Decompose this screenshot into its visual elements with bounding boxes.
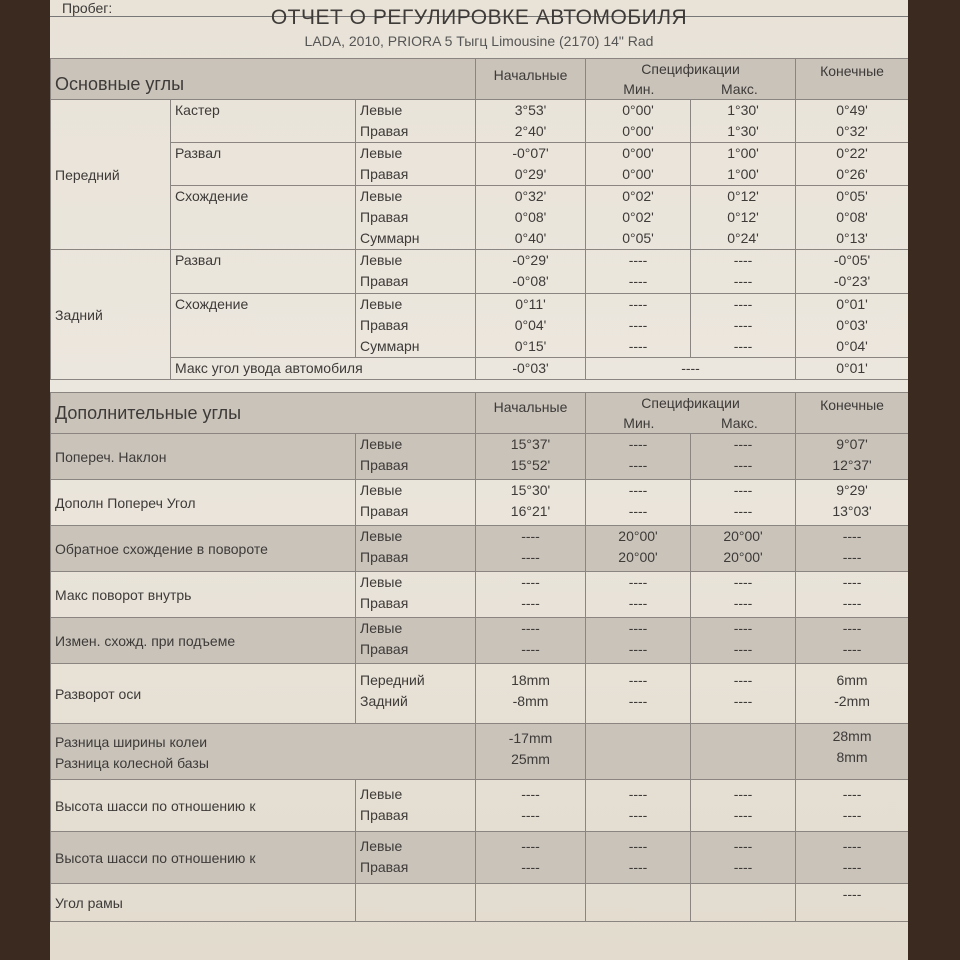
- thrust-angle-initial: -0°03': [476, 358, 586, 380]
- front-toe-final: 0°05' 0°08' 0°13': [796, 186, 908, 250]
- kpi-label: Попереч. Наклон: [51, 434, 356, 480]
- thrust-angle-final: 0°01': [796, 358, 908, 380]
- extra-min-label: Мин.: [623, 415, 655, 431]
- caster-label: Кастер: [171, 100, 356, 143]
- included-angle-label: Дополн Попереч Угол: [51, 480, 356, 526]
- rear-camber-sides: Левые Правая: [356, 250, 476, 294]
- table-row: Высота шасси по отношению к Левые Правая ---- ---- ---- ---- ---- ---- ---- ----: [51, 832, 909, 884]
- table-row: [51, 884, 909, 922]
- front-toe-label: Схождение: [171, 186, 356, 250]
- rear-toe-min: ---- ---- ----: [586, 294, 691, 358]
- table-row: Измен. схожд. при подъеме Левые Правая ---- ---- ---- ---- ---- ---- ---- ----: [51, 618, 909, 664]
- main-angles-table: [50, 58, 908, 380]
- min-label: Мин.: [623, 81, 655, 97]
- table-row: Высота шасси по отношению к Левые Правая ---- ---- ---- ---- ---- ---- ---- ----: [51, 780, 909, 832]
- extra-col-initial-header: Начальные: [476, 393, 586, 434]
- extra-angles-table: [50, 392, 908, 922]
- rear-toe-max: ---- ---- ----: [691, 294, 796, 358]
- front-camber-initial: -0°07' 0°29': [476, 143, 586, 186]
- page-title: ОТЧЕТ О РЕГУЛИРОВКЕ АВТОМОБИЛЯ: [270, 6, 688, 29]
- spec-label: Спецификации: [641, 61, 740, 77]
- frame-angle-label: Угол рамы: [51, 884, 356, 922]
- toe-change-label: Измен. схожд. при подъеме: [51, 618, 356, 664]
- thrust-angle-label: Макс угол увода автомобиля: [171, 358, 476, 380]
- extra-col-spec-header: [586, 393, 796, 434]
- col-spec-header: [586, 59, 796, 100]
- caster-sides: Левые Правая: [356, 100, 476, 143]
- rear-camber-final: -0°05' -0°23': [796, 250, 908, 294]
- rear-camber-max: ---- ----: [691, 250, 796, 294]
- extra-col-final-header: Конечные: [796, 393, 908, 434]
- extra-section-title: Дополнительные углы: [55, 402, 242, 423]
- front-toe-initial: 0°32' 0°08' 0°40': [476, 186, 586, 250]
- thrust-angle-spec: ----: [586, 358, 796, 380]
- rear-toe-final: 0°01' 0°03' 0°04': [796, 294, 908, 358]
- caster-final: 0°49' 0°32': [796, 100, 908, 143]
- max-label: Макс.: [720, 81, 758, 97]
- main-section-title: Основные углы: [55, 74, 185, 94]
- col-final-header: Конечные: [796, 59, 908, 100]
- front-axle-label: Передний: [51, 100, 171, 250]
- ride-height-label-1: Высота шасси по отношению к: [51, 780, 356, 832]
- caster-max: 1°30' 1°30': [691, 100, 796, 143]
- caster-initial: 3°53' 2°40': [476, 100, 586, 143]
- front-camber-sides: Левые Правая: [356, 143, 476, 186]
- rear-toe-initial: 0°11' 0°04' 0°15': [476, 294, 586, 358]
- col-initial-header: Начальные: [476, 59, 586, 100]
- extra-spec-label: Спецификации: [641, 395, 740, 411]
- rear-camber-initial: -0°29' -0°08': [476, 250, 586, 294]
- front-camber-label: Развал: [171, 143, 356, 186]
- frame-angle-final: ----: [796, 884, 908, 922]
- rear-axle-label: Задний: [51, 250, 171, 380]
- axle-offset-label: Разворот оси: [51, 664, 356, 724]
- rear-camber-min: ---- ----: [586, 250, 691, 294]
- table-row: Попереч. Наклон Левые Правая 15°37' 15°52' ---- ---- ---- ---- 9°07' 12°37': [51, 434, 909, 480]
- front-camber-final: 0°22' 0°26': [796, 143, 908, 186]
- front-toe-min: 0°02' 0°02' 0°05': [586, 186, 691, 250]
- track-wheelbase-labels: Разница ширины колеи Разница колесной базы: [51, 724, 476, 780]
- table-row: Дополн Попереч Угол Левые Правая 15°30' 16°21' ---- ---- ---- ---- 9°29' 13°03': [51, 480, 909, 526]
- mileage-label: Пробег:: [62, 0, 113, 16]
- page-subtitle: LADA, 2010, PRIORA 5 Тыгц Limousine (2170) 14" Rad: [304, 33, 654, 49]
- front-camber-max: 1°00' 1°00': [691, 143, 796, 186]
- table-row: Обратное схождение в повороте Левые Правая ---- ---- 20°00' 20°00' 20°00' 20°00' ---- ----: [51, 526, 909, 572]
- extra-max-label: Макс.: [720, 415, 758, 431]
- max-turn-label: Макс поворот внутрь: [51, 572, 356, 618]
- table-row: Разворот оси Передний Задний 18mm -8mm ---- ---- ---- ---- 6mm -2mm: [51, 664, 909, 724]
- front-toe-max: 0°12' 0°12' 0°24': [691, 186, 796, 250]
- toe-out-on-turns-label: Обратное схождение в повороте: [51, 526, 356, 572]
- front-camber-min: 0°00' 0°00': [586, 143, 691, 186]
- rear-camber-label: Развал: [171, 250, 356, 294]
- front-toe-sides: Левые Правая Суммарн: [356, 186, 476, 250]
- ride-height-label-2: Высота шасси по отношению к: [51, 832, 356, 884]
- table-row: Разница ширины колеи Разница колесной базы -17mm 25mm 28mm 8mm: [51, 724, 909, 780]
- caster-min: 0°00' 0°00': [586, 100, 691, 143]
- report-sheet: [50, 0, 908, 960]
- table-row: Макс поворот внутрь Левые Правая ---- ---- ---- ---- ---- ---- ---- ----: [51, 572, 909, 618]
- rear-toe-sides: Левые Правая Суммарн: [356, 294, 476, 358]
- rear-toe-label: Схождение: [171, 294, 356, 358]
